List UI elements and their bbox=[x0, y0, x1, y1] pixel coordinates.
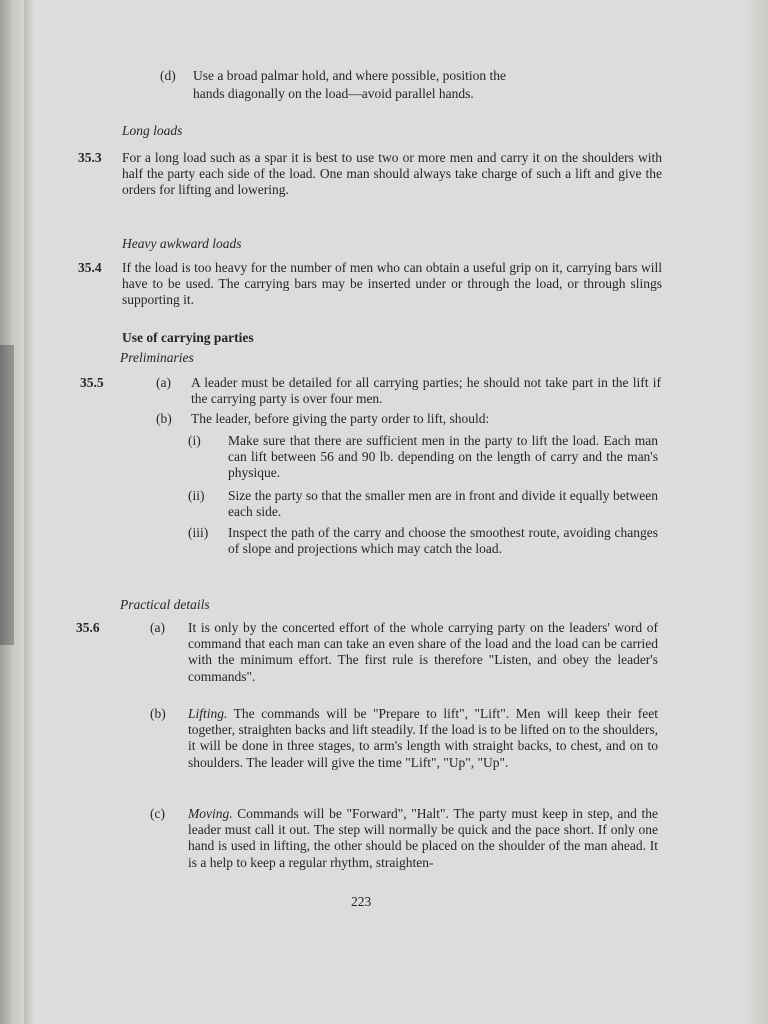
item-35-6-c-text bbox=[188, 806, 658, 871]
item-35-6-b-text bbox=[188, 706, 658, 771]
item-d-line1: Use a broad palmar hold, and where possible, position the bbox=[193, 68, 507, 83]
item-35-5-a-label: (a) bbox=[156, 375, 171, 390]
item-d-label: (d) bbox=[160, 68, 176, 83]
subheading-preliminaries: Preliminaries bbox=[120, 350, 194, 365]
section-heading-long-loads: Long loads bbox=[122, 123, 183, 138]
item-35-5-i-label: (i) bbox=[188, 433, 201, 448]
item-35-6-b-body: The commands will be "Prepare to lift", "Lift". Men will keep their feet together, straighten backs and lift steadily. If the load is to be lifted on to the shoulders, it will be done in three stages, to arm's length with straight backs, to chest, and on to shoulders. The leader will give the time "Lift", "Up", "Up". bbox=[188, 706, 658, 770]
paragraph-35-3-text: For a long load such as a spar it is best to use two or more men and carry it on the shoulders with half the party each side of the load. One man should always take charge of such a lift and give the orders for lifting and lowering. bbox=[122, 150, 662, 198]
item-35-6-b-run-in-heading: Lifting. bbox=[188, 706, 228, 721]
item-d-line2: hands diagonally on the load—avoid parallel hands. bbox=[193, 86, 474, 101]
item-35-6-b-label: (b) bbox=[150, 706, 166, 721]
item-35-5-ii-label: (ii) bbox=[188, 488, 205, 503]
item-35-5-iii-text: Inspect the path of the carry and choose the smoothest route, avoiding changes of slope and projections which may catch the load. bbox=[228, 525, 658, 557]
item-35-5-a-text: A leader must be detailed for all carrying parties; he should not take part in the lift if the carrying party is over four men. bbox=[191, 375, 661, 407]
item-35-6-a-label: (a) bbox=[150, 620, 165, 635]
item-35-6-a-text: It is only by the concerted effort of the whole carrying party on the leaders' word of command that each man can take an even share of the load and the load can be carried with the minimum effort. The first rule is therefore "Listen, and obey the leader's commands". bbox=[188, 620, 658, 684]
item-35-5-iii-label: (iii) bbox=[188, 525, 209, 540]
paragraph-number-35-3: 35.3 bbox=[78, 150, 102, 165]
item-35-5-b-label: (b) bbox=[156, 411, 172, 426]
paragraph-35-4-text: If the load is too heavy for the number of men who can obtain a useful grip on it, carrying bars will have to be used. The carrying bars may be inserted under or through the load, or through slings supporting it. bbox=[122, 260, 662, 308]
item-35-6-c-label: (c) bbox=[150, 806, 165, 821]
book-spine-shadow bbox=[24, 0, 34, 1024]
section-heading-heavy-awkward-loads: Heavy awkward loads bbox=[122, 236, 242, 251]
item-35-5-b-text: The leader, before giving the party order to lift, should: bbox=[191, 411, 490, 426]
facing-page-edge bbox=[0, 345, 14, 645]
section-heading-use-of-carrying-parties: Use of carrying parties bbox=[122, 330, 254, 345]
item-35-5-i-text: Make sure that there are sufficient men in the party to lift the load. Each man can lift between 56 and 90 lb. depending on the length of carry and the man's physique. bbox=[228, 433, 658, 481]
document-page bbox=[36, 0, 746, 1024]
item-35-6-c-run-in-heading: Moving. bbox=[188, 806, 233, 821]
subheading-practical-details: Practical details bbox=[120, 597, 210, 612]
paragraph-number-35-5: 35.5 bbox=[80, 375, 104, 390]
item-35-5-ii-text: Size the party so that the smaller men are in front and divide it equally between each side. bbox=[228, 488, 658, 520]
item-35-6-c-body: Commands will be "Forward", "Halt". The party must keep in step, and the leader must call it out. The step will normally be quick and the pace short. If only one hand is used in lifting, the other should be placed on the shoulder of the man ahead. It is a help to keep a regular rhythm, straighten- bbox=[188, 806, 658, 870]
page-right-edge bbox=[746, 0, 768, 1024]
page-number: 223 bbox=[351, 894, 372, 909]
paragraph-number-35-6: 35.6 bbox=[76, 620, 100, 635]
paragraph-number-35-4: 35.4 bbox=[78, 260, 102, 275]
